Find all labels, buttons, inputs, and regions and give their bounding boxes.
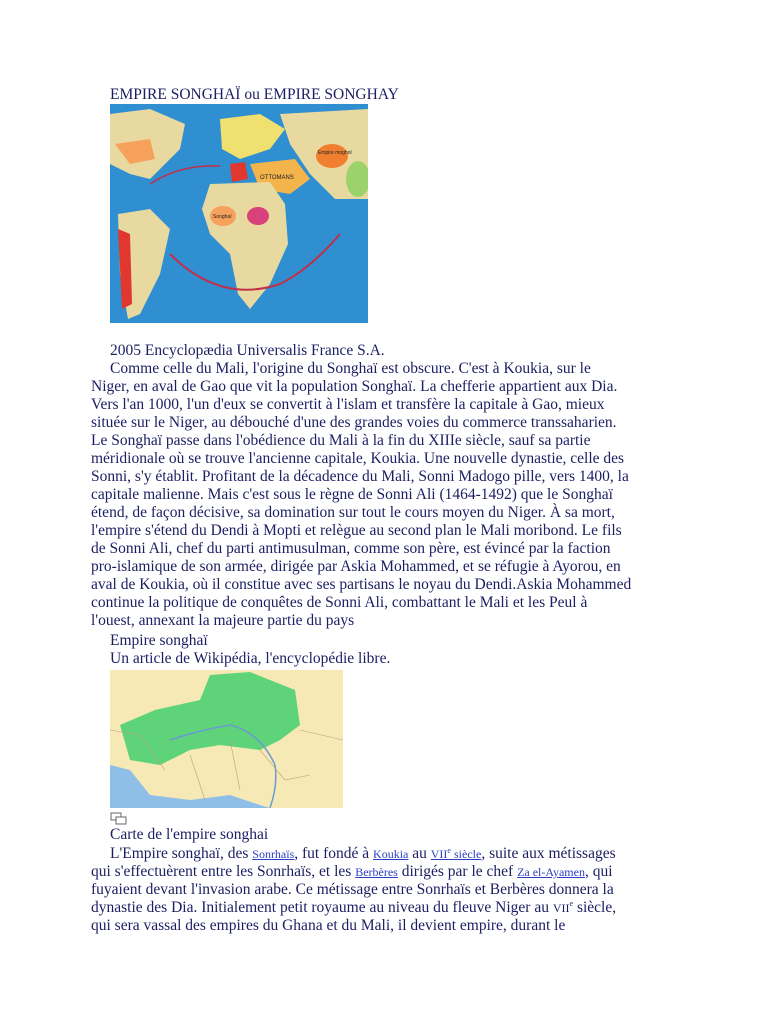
source-line: 2005 Encyclopædia Universalis France S.A.: [110, 342, 385, 359]
map2-caption: Carte de l'empire songhai: [110, 826, 269, 843]
link-koukia[interactable]: Koukia: [373, 847, 409, 861]
map-label-songhai: Songhaï: [213, 214, 232, 220]
para2-line: [110, 845, 616, 863]
empire-moghol-region: [316, 144, 348, 168]
para1-line: située sur le Niger, au débouché d'une des grandes voies du commerce transsaharien.: [91, 414, 617, 431]
text: siècle,: [573, 899, 617, 916]
text: dynastie des Dia. Initialement petit royaume au niveau du fleuve Niger au: [91, 899, 553, 916]
para1-line: Niger, en aval de Gao que vit la population Songhaï. La chefferie appartient aux Dia.: [91, 378, 618, 395]
para1-line: méridionale où se trouve l'ancienne capitale, Koukia. Une nouvelle dynastie, celle des: [91, 450, 625, 467]
para2-line: [91, 899, 616, 917]
map-label-moghol: Empire moghol: [318, 150, 352, 156]
para1-line: l'empire s'étend du Dendi à Mopti et relègue au second plan le Mali moribond. Le fils: [91, 522, 622, 539]
page-title: EMPIRE SONGHAÏ ou EMPIRE SONGHAY: [110, 86, 399, 103]
text: , fut fondé à: [294, 845, 374, 862]
text: L'Empire songhaï, des: [110, 845, 253, 862]
para1-line: continue la politique de conquêtes de Sonni Ali, combattant le Mali et les Peul à: [91, 594, 588, 611]
para1-line: Sonni, s'y établit. Profitant de la décadence du Mali, Sonni Madogo pille, vers 1400, la: [91, 468, 629, 485]
text: VII: [552, 901, 570, 915]
para1-line: pro-islamique de son armée, dirigée par Askia Mohammed, et se réfugie à Ayorou, en: [91, 558, 621, 575]
text: , qui: [584, 863, 613, 880]
link-viie-siecle[interactable]: [431, 847, 482, 861]
link-sonrhais[interactable]: Sonrhaïs: [252, 847, 295, 861]
text: qui s'effectuèrent entre les Sonrhaïs, et les: [91, 863, 356, 880]
wiki-title: Empire songhaï: [110, 632, 208, 649]
para1-line: étend, de façon décisive, sa domination sur tout le cours moyen du Niger. À sa mort,: [91, 504, 615, 521]
songhai-empire-map-image: [110, 670, 343, 808]
world-map-image: [110, 104, 368, 323]
para1-line: de Sonni Ali, chef du parti antimusulman, comme son père, est évincé par la faction: [91, 540, 611, 557]
para2-line: fuyaient devant l'invasion arabe. Ce métissage entre Sonrhaïs et Berbères donnera la: [91, 881, 614, 898]
text: , suite aux métissages: [481, 845, 616, 862]
text: dirigés par le chef: [397, 863, 518, 880]
para1-line: aval de Koukia, où il constitue avec ses partisans le noyau du Dendi.Askia Mohammed: [91, 576, 632, 593]
link-berberes[interactable]: Berbères: [355, 865, 398, 879]
para1-line: Vers l'an 1000, l'un d'eux se convertit à l'islam et transfère la capitale à Gao, mieux: [91, 396, 605, 413]
para1-line: Comme celle du Mali, l'origine du Songhaï est obscure. C'est à Koukia, sur le: [110, 360, 591, 377]
text: au: [408, 845, 431, 862]
link-za-el-ayamen[interactable]: Za el-Ayamen: [517, 865, 585, 879]
para1-line: Le Songhaï passe dans l'obédience du Mali à la fin du XIIIe siècle, sauf sa partie: [91, 432, 591, 449]
para2-line: [91, 863, 613, 881]
wiki-subtitle: Un article de Wikipédia, l'encyclopédie libre.: [110, 650, 391, 667]
text: siècle: [450, 847, 482, 861]
para1-line: l'ouest, annexant la majeure partie du pays: [91, 612, 355, 629]
enlarge-icon[interactable]: [110, 812, 128, 826]
para1-line: capitale malienne. Mais c'est sous le règne de Sonni Ali (1464-1492) que le Songhaï: [91, 486, 613, 503]
text: VII: [430, 847, 448, 861]
spain-region: [230, 162, 248, 182]
map-label-ottomans: OTTOMANS: [260, 175, 294, 181]
central-africa-region: [247, 207, 269, 225]
text: e: [447, 846, 451, 855]
para2-line: qui sera vassal des empires du Ghana et du Mali, il devient empire, durant le: [91, 917, 566, 934]
text: e: [569, 898, 574, 908]
